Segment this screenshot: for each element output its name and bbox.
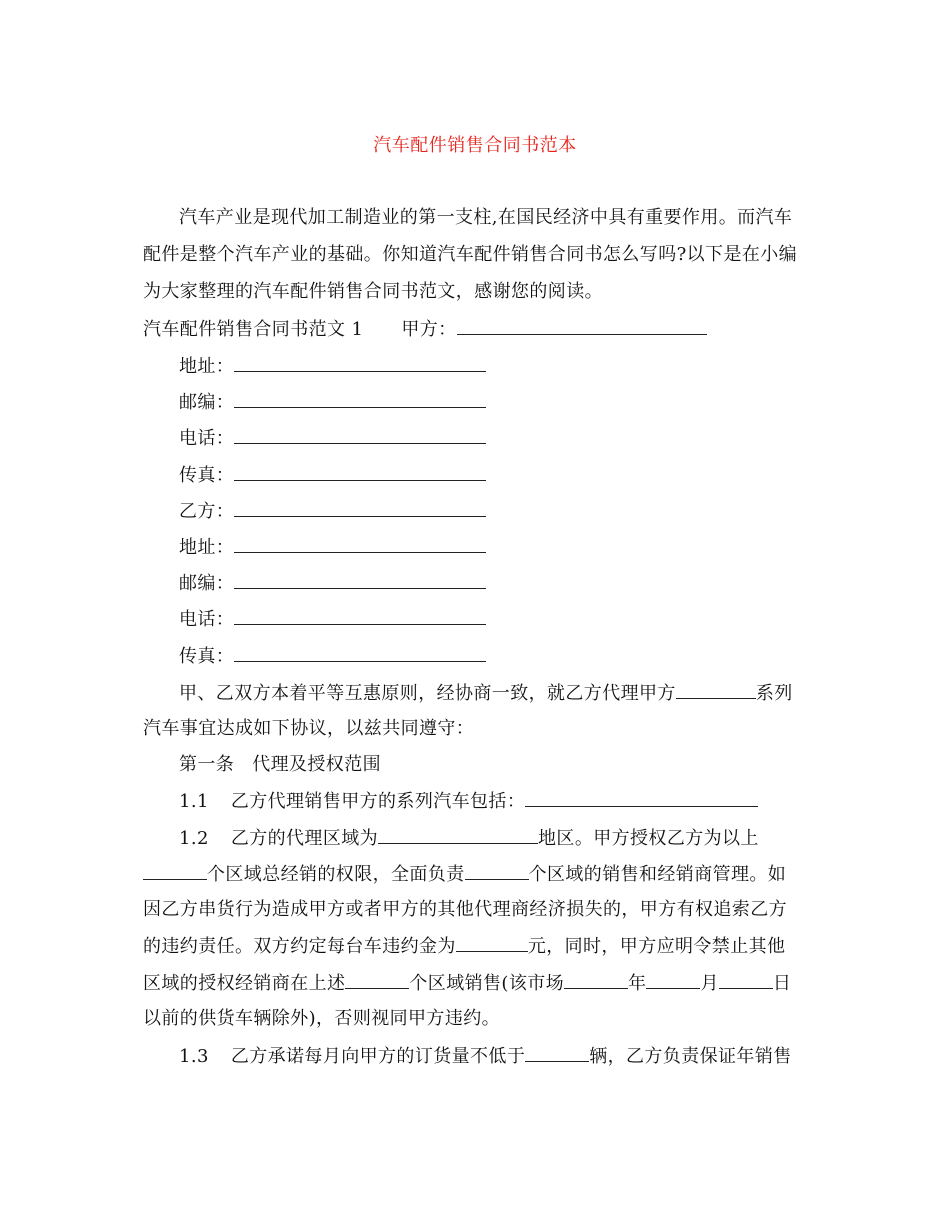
clause-1-2-line-1 <box>179 825 808 852</box>
field-blank <box>234 425 486 444</box>
field-row-a-fax <box>179 462 808 489</box>
clause-text: 乙方的代理区域为 <box>230 828 379 849</box>
field-blank <box>234 643 486 662</box>
clause-blank <box>564 970 628 989</box>
field-blank <box>234 534 486 553</box>
clause-text: 个区域销售(该市场 <box>409 973 565 994</box>
clause-1-2-line-2 <box>143 861 808 888</box>
field-label: 地址： <box>179 356 235 377</box>
series-blank <box>676 680 756 699</box>
field-label: 地址： <box>179 537 235 558</box>
article-title: 代理及授权范围 <box>252 754 382 775</box>
agreement-line-2: 汽车事宜达成如下协议，以兹共同遵守： <box>143 718 475 739</box>
intro-line-2: 配件是整个汽车产业的基础。你知道汽车配件销售合同书怎么写吗?以下是在小编 <box>143 244 798 265</box>
clause-text: 的违约责任。双方约定每台车违约金为 <box>143 936 456 957</box>
clause-text: 年 <box>628 973 647 994</box>
field-blank <box>234 570 486 589</box>
field-blank <box>234 498 486 517</box>
field-blank <box>234 606 486 625</box>
article-1-heading <box>179 752 808 778</box>
clause-1-2-line-6: 以前的供货车辆除外)，否则视同甲方违约。 <box>143 1008 501 1029</box>
agreement-text: 系列 <box>755 683 793 704</box>
party-a-label: 甲方： <box>401 319 457 340</box>
clause-text: 乙方代理销售甲方的系列汽车包括： <box>230 791 526 812</box>
clause-blank <box>345 970 409 989</box>
field-row-b-postcode <box>179 570 808 597</box>
clause-blank <box>456 933 528 952</box>
field-label: 电话： <box>179 428 235 449</box>
sample-heading: 汽车配件销售合同书范文 1 <box>143 319 364 340</box>
clause-text: 日 <box>772 973 792 994</box>
clause-blank <box>646 970 700 989</box>
intro-line-3: 为大家整理的汽车配件销售合同书范文，感谢您的阅读。 <box>143 281 603 302</box>
field-row-a-address <box>179 353 808 380</box>
clause-1-2-line-4 <box>143 933 808 960</box>
field-label: 传真： <box>179 646 235 667</box>
field-label: 乙方： <box>179 501 235 522</box>
clause-text: 区域的授权经销商在上述 <box>143 973 346 994</box>
agreement-line-1 <box>179 680 808 707</box>
clause-text: 元，同时，甲方应明令禁止其他 <box>527 936 786 957</box>
clause-text: 地区。甲方授权乙方为以上 <box>538 828 759 849</box>
document-title: 汽车配件销售合同书范本 <box>373 135 577 156</box>
field-label: 邮编： <box>179 573 235 594</box>
clause-text: 个区域的销售和经销商管理。如 <box>528 864 787 885</box>
clause-text: 个区域总经销的权限，全面负责 <box>207 864 465 885</box>
field-row-a-postcode <box>179 389 808 416</box>
field-row-b-party <box>179 498 808 525</box>
field-row-b-phone <box>179 606 808 633</box>
clause-number: 1.1 <box>179 791 209 812</box>
field-blank <box>234 353 486 372</box>
field-row-a-phone <box>179 425 808 452</box>
field-label: 电话： <box>179 609 235 630</box>
party-a-row <box>143 316 808 343</box>
field-label: 传真： <box>179 465 235 486</box>
field-blank <box>234 389 486 408</box>
clause-blank <box>143 861 207 880</box>
clause-blank <box>525 788 758 807</box>
agreement-text: 甲、乙双方本着平等互惠原则，经协商一致，就乙方代理甲方 <box>179 683 676 704</box>
field-blank <box>234 462 486 481</box>
clause-number: 1.3 <box>179 1046 209 1067</box>
clause-text: 乙方承诺每月向甲方的订货量不低于 <box>230 1046 526 1067</box>
clause-number: 1.2 <box>179 828 209 849</box>
field-row-b-fax <box>179 643 808 670</box>
clause-1-2-line-5 <box>143 970 808 997</box>
clause-1-2-line-3: 因乙方串货行为造成甲方或者甲方的其他代理商经济损失的，甲方有权追索乙方 <box>143 899 787 920</box>
clause-text: 辆，乙方负责保证年销售 <box>589 1046 792 1067</box>
article-number: 第一条 <box>179 754 235 775</box>
field-row-b-address <box>179 534 808 561</box>
party-a-blank <box>457 316 707 335</box>
clause-1-1 <box>179 788 808 815</box>
intro-line-1: 汽车产业是现代加工制造业的第一支柱,在国民经济中具有重要作用。而汽车 <box>179 207 793 228</box>
clause-blank <box>719 970 773 989</box>
clause-blank <box>525 1043 589 1062</box>
clause-blank <box>378 825 538 844</box>
clause-blank <box>465 861 529 880</box>
clause-text: 月 <box>700 973 719 994</box>
clause-1-3-line-1 <box>179 1043 808 1070</box>
field-label: 邮编： <box>179 392 235 413</box>
